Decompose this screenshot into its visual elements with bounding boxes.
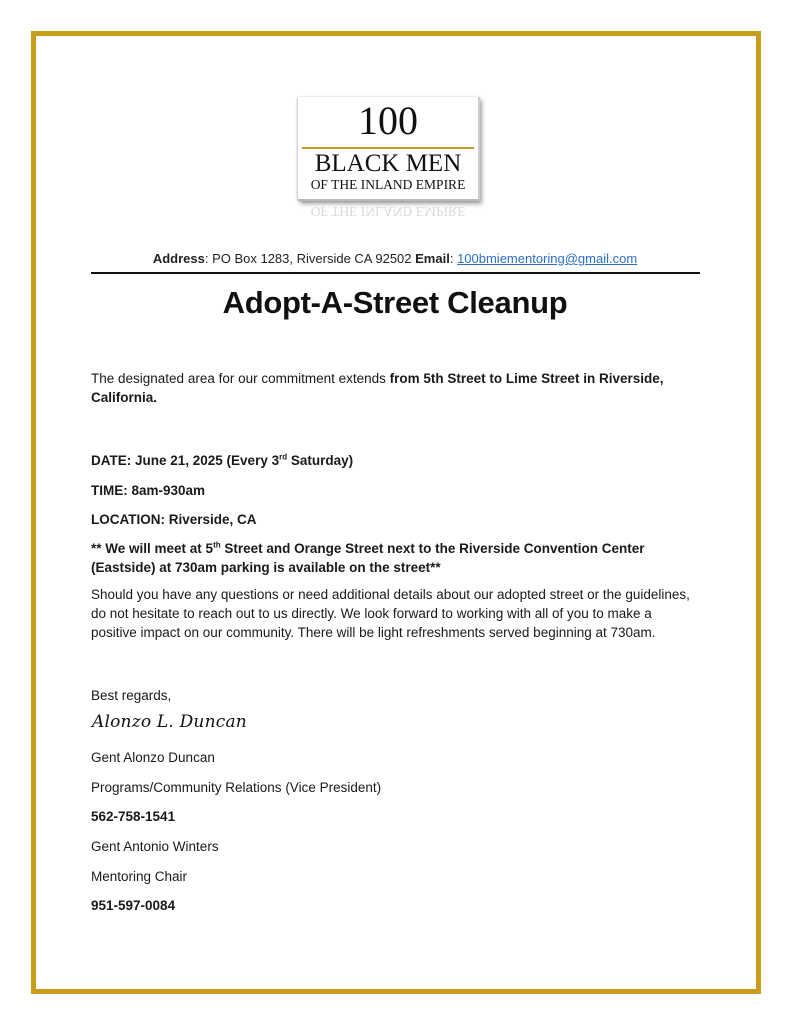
contact-1-name: Gent Alonzo Duncan	[91, 750, 215, 765]
email-separator: :	[449, 251, 458, 266]
closing-paragraph: Should you have any questions or need additional details about our adopted street or the guidelines, do not hesitate to reach out to us directly. We look forward to working with all of you to make a positive impact on our community. There will be light refreshments served beginning at 730am.	[91, 587, 690, 640]
logo-card	[298, 97, 480, 201]
email-link[interactable]: 100bmiementoring@gmail.com	[457, 251, 638, 266]
event-date	[91, 451, 701, 470]
address-label: Address	[152, 251, 205, 266]
intro-bold: from 5th Street to Lime Street in Riverside, California.	[91, 371, 664, 405]
event-location: LOCATION: Riverside, CA	[91, 512, 257, 527]
logo-gold-bar	[302, 147, 474, 149]
logo-reflection: OF THE INLAND EMPIRE	[310, 204, 466, 219]
logo-line-2: OF THE INLAND EMPIRE	[310, 177, 466, 192]
meeting-superscript: th	[213, 540, 221, 550]
contact-1-phone: 562-758-1541	[91, 809, 176, 824]
organization-logo	[298, 97, 480, 227]
meeting-text-after: Street and Orange Street next to the Riverside Convention Center (Eastside) at 730am parking is available on the street**	[91, 541, 645, 575]
date-text-before: DATE: June 21, 2025 (Every 3	[91, 453, 280, 468]
logo-number: 100	[358, 98, 418, 143]
date-text-after: Saturday)	[287, 453, 354, 468]
meeting-text-before: ** We will meet at 5	[91, 541, 214, 556]
contact-2-name: Gent Antonio Winters	[91, 839, 219, 854]
meeting-note	[91, 539, 701, 577]
page-title: Adopt-A-Street Cleanup	[222, 285, 568, 320]
intro-plain: The designated area for our commitment extends	[91, 371, 390, 386]
signature: Alonzo L. Duncan	[92, 712, 247, 732]
sign-off: Best regards,	[91, 688, 172, 703]
contact-line	[90, 251, 700, 266]
address-value: : PO Box 1283, Riverside CA 92502	[204, 251, 416, 266]
contact-2-role: Mentoring Chair	[91, 869, 188, 884]
intro-paragraph	[91, 369, 701, 407]
email-label: Email	[415, 251, 450, 266]
contact-1-role: Programs/Community Relations (Vice President)	[91, 780, 382, 795]
date-superscript: rd	[279, 452, 288, 462]
logo-line-1: BLACK MEN	[314, 150, 462, 177]
event-time: TIME: 8am-930am	[91, 483, 206, 498]
contact-2-phone: 951-597-0084	[91, 898, 176, 913]
header-divider	[91, 272, 700, 274]
